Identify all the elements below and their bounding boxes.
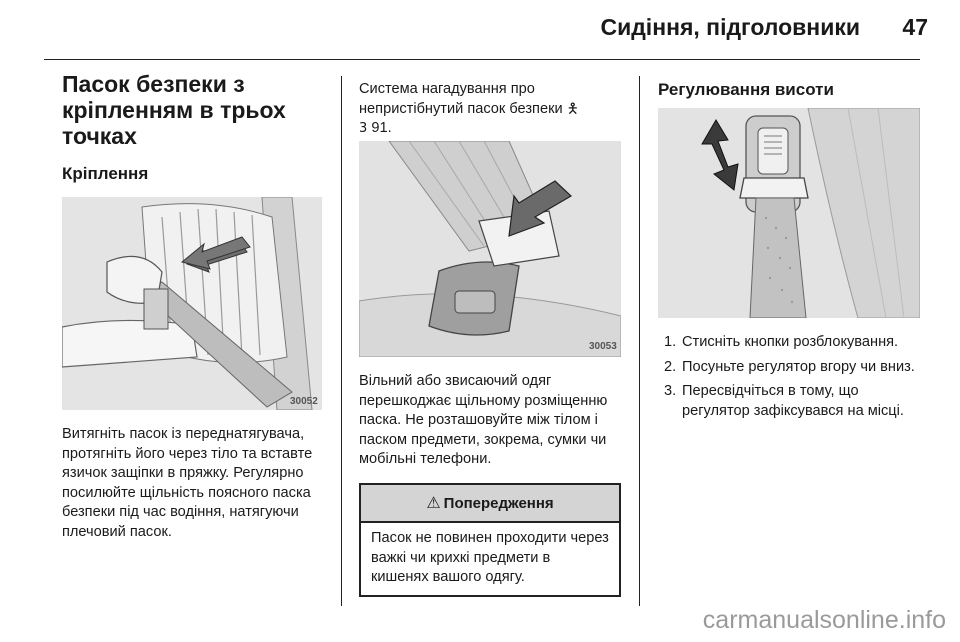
subsection-heading-fastening: Кріплення xyxy=(62,164,149,183)
page-number: 47 xyxy=(902,14,928,40)
height-adjuster-illustration xyxy=(658,108,920,318)
reminder-intro: Система нагадування про непристібнутий пасок безпеки xyxy=(359,81,563,117)
column-divider-right xyxy=(639,76,640,606)
figure-belt-buckle xyxy=(359,141,621,357)
fastening-instructions: Витягніть пасок із переднатягувача, протягніть його через тіло та вставте язичок защіпки в пряжку. Регулярно посилюйте щільність поясного паска безпеки під час водіння, натягуючи плечовий пасок. xyxy=(62,426,313,540)
figure-height-adjuster xyxy=(658,108,920,318)
clothing-advice: Вільний або звисаючий одяг перешкоджає щільному розміщенню паска. Не розташовуйте між тілом і паском предмети, зокрема, сумки чи мобільні телефони. xyxy=(359,373,608,468)
belt-fastening-illustration xyxy=(62,197,322,410)
section-heading: Пасок безпеки з кріпленням в трьох точках xyxy=(62,71,286,149)
seatbelt-icon: 🯅 xyxy=(566,100,579,117)
reference-arrow-icon: 3 xyxy=(359,121,368,137)
figure-number: 30052 xyxy=(290,396,318,407)
warning-header xyxy=(361,485,619,523)
list-item: 1. Стисніть кнопки розблокування. xyxy=(664,334,899,350)
figure-number: 30053 xyxy=(589,341,617,352)
warning-title: Попередження xyxy=(443,495,554,512)
watermark: carmanualsonline.info xyxy=(702,606,946,634)
belt-buckle-illustration xyxy=(359,141,621,357)
reference-page-link[interactable]: 91. xyxy=(371,120,392,137)
warning-box xyxy=(359,483,621,597)
adjustment-steps xyxy=(658,333,926,426)
warning-triangle-icon: ⚠ xyxy=(426,493,441,512)
column-divider-left xyxy=(341,76,342,606)
list-item: 2. Посуньте регулятор вгору чи вниз. xyxy=(664,358,915,375)
figure-belt-fastening xyxy=(62,197,322,410)
header-divider xyxy=(44,59,920,60)
reminder-text xyxy=(359,80,627,139)
warning-text: Пасок не повинен проходити через важкі чи крихкі предмети в кишенях вашого одягу. xyxy=(371,530,609,586)
list-item: 3. Пересвідчіться в тому, що регулятор зафіксувався на місці. xyxy=(664,383,904,419)
running-header-title: Сидіння, підголовники xyxy=(600,14,860,40)
subsection-heading-height-adjustment: Регулювання висоти xyxy=(658,80,834,99)
